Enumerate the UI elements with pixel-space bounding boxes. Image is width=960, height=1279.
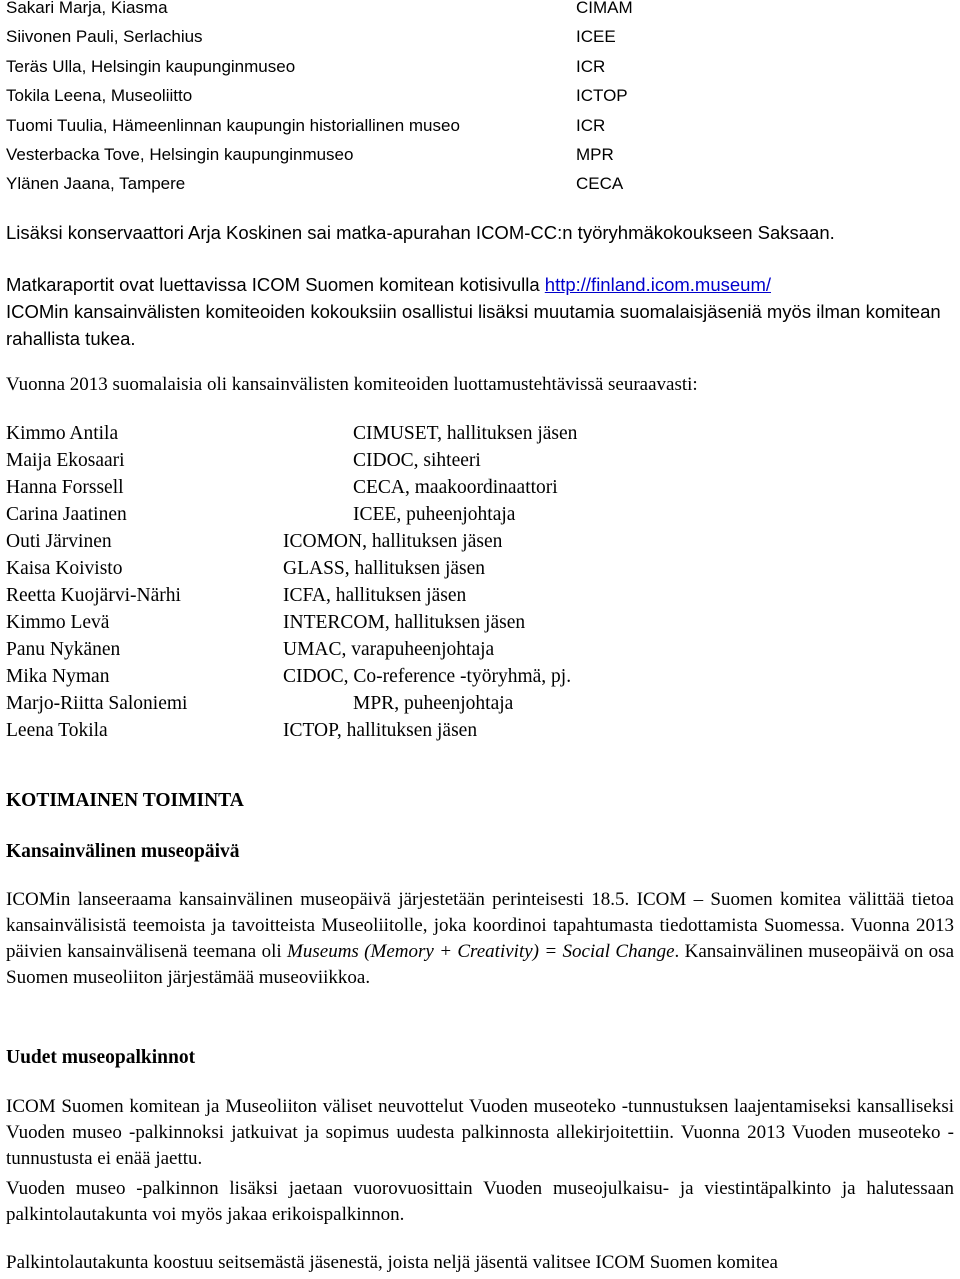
person-role: CIMUSET, hallituksen jäsen — [353, 423, 578, 444]
list-item — [6, 474, 946, 501]
committee-code: CIMAM — [576, 0, 633, 17]
list-item — [6, 717, 946, 744]
person-name: Reetta Kuojärvi-Närhi — [6, 585, 181, 606]
committee-member-list — [6, 0, 946, 199]
person-name: Kimmo Antila — [6, 423, 119, 444]
museum-day-text-2: . Kansainvälinen museopäivä on osa Suomen museoliiton järjestämää museoviikkoa. — [6, 941, 955, 988]
person-name: Mika Nyman — [6, 666, 110, 687]
reports-paragraph — [6, 271, 954, 352]
list-item — [6, 528, 946, 555]
person-role: MPR, puheenjohtaja — [353, 693, 514, 714]
committee-code: ICEE — [576, 27, 616, 47]
member-name: Vesterbacka Tove, Helsingin kaupunginmuseo — [6, 144, 354, 164]
person-name: Marjo-Riitta Saloniemi — [6, 693, 188, 714]
committee-code: MPR — [576, 144, 614, 164]
committee-code: ICR — [576, 56, 606, 76]
person-role: GLASS, hallituksen jäsen — [283, 558, 486, 579]
person-name: Panu Nykänen — [6, 639, 121, 660]
awards-paragraph-3: Palkintolautakunta koostuu seitsemästä jäsenestä, joista neljä jäsentä valitsee ICOM Suomen komitea — [6, 1252, 778, 1273]
list-item — [6, 447, 946, 474]
awards-heading: Uudet museopalkinnot — [6, 1047, 196, 1068]
person-role: UMAC, varapuheenjohtaja — [283, 639, 495, 660]
museum-day-paragraph — [6, 887, 954, 991]
list-item — [6, 140, 946, 169]
person-name: Kimmo Levä — [6, 612, 110, 633]
museum-day-text-1: ICOMin lanseeraama kansainvälinen museopäivä järjestetään perinteisesti 18.5. ICOM – Suomen komitea välittää tietoa kansainvälisistä teemoista ja tavoitteista Museoliitolle, joka koordinoi tapahtumasta tiedottamista Suomessa. Vuonna 2013 päivien kansainvälisenä teemana oli — [6, 889, 954, 962]
list-item — [6, 609, 946, 636]
list-item — [6, 636, 946, 663]
person-name: Hanna Forssell — [6, 477, 124, 498]
person-role: ICOMON, hallituksen jäsen — [283, 531, 503, 552]
committee-code: ICR — [576, 115, 606, 135]
member-name: Tuomi Tuulia, Hämeenlinnan kaupungin historiallinen museo — [6, 115, 460, 135]
museum-day-theme: Museums (Memory + Creativity) = Social Change — [287, 941, 675, 962]
list-item — [6, 22, 946, 51]
person-role: INTERCOM, hallituksen jäsen — [283, 612, 526, 633]
grant-note: Lisäksi konservaattori Arja Koskinen sai matka-apurahan ICOM-CC:n työryhmäkokoukseen Saksaan. — [6, 222, 835, 243]
section-title: KOTIMAINEN TOIMINTA — [6, 790, 244, 811]
awards-paragraph-2: Vuoden museo -palkinnon lisäksi jaetaan vuorovuosittain Vuoden museojulkaisu- ja viestintäpalkinto ja halutessaan palkintolautakunta voi myös jakaa erikoispalkinnon. — [6, 1178, 954, 1225]
list-item — [6, 501, 946, 528]
list-item — [6, 690, 946, 717]
person-role: CIDOC, sihteeri — [353, 450, 481, 471]
person-role: ICTOP, hallituksen jäsen — [283, 720, 478, 741]
list-item — [6, 0, 946, 22]
positions-list — [6, 420, 946, 744]
committee-code: CECA — [576, 174, 624, 194]
member-name: Siivonen Pauli, Serlachius — [6, 27, 203, 47]
participation-text: ICOMin kansainvälisten komiteoiden kokouksiin osallistui lisäksi muutamia suomalaisjäseniä myös ilman komitean rahallista tukea. — [6, 301, 941, 349]
member-name: Teräs Ulla, Helsingin kaupunginmuseo — [6, 56, 296, 76]
reports-text: Matkaraportit ovat luettavissa ICOM Suomen komitean kotisivulla — [6, 274, 545, 295]
member-name: Tokila Leena, Museoliitto — [6, 86, 193, 106]
person-role: ICEE, puheenjohtaja — [353, 504, 516, 525]
list-item — [6, 169, 946, 198]
awards-paragraph-1: ICOM Suomen komitean ja Museoliiton väliset neuvottelut Vuoden museoteko -tunnustuksen laajentamiseksi kansalliseksi Vuoden museo -palkinnoksi jatkuivat ja sopimus uudesta palkinnosta allekirjoitettiin. Vuonna 2013 Vuoden museoteko -tunnustusta ei enää jaettu. — [6, 1096, 954, 1169]
person-name: Leena Tokila — [6, 720, 108, 741]
list-item — [6, 582, 946, 609]
list-item — [6, 52, 946, 81]
website-link[interactable]: http://finland.icom.museum/ — [544, 274, 771, 295]
person-role: CIDOC, Co-reference -työryhmä, pj. — [283, 666, 572, 687]
person-name: Carina Jaatinen — [6, 504, 127, 525]
committee-code: ICTOP — [576, 86, 628, 106]
list-item — [6, 420, 946, 447]
list-item — [6, 111, 946, 140]
person-role: ICFA, hallituksen jäsen — [283, 585, 467, 606]
list-item — [6, 555, 946, 582]
person-name: Outi Järvinen — [6, 531, 112, 552]
list-item — [6, 81, 946, 110]
person-name: Maija Ekosaari — [6, 450, 125, 471]
list-item — [6, 663, 946, 690]
museum-day-heading: Kansainvälinen museopäivä — [6, 841, 240, 862]
member-name: Sakari Marja, Kiasma — [6, 0, 168, 17]
person-name: Kaisa Koivisto — [6, 558, 123, 579]
positions-intro: Vuonna 2013 suomalaisia oli kansainvälisten komiteoiden luottamustehtävissä seuraavasti: — [6, 374, 698, 395]
member-name: Ylänen Jaana, Tampere — [6, 174, 186, 194]
person-role: CECA, maakoordinaattori — [353, 477, 558, 498]
